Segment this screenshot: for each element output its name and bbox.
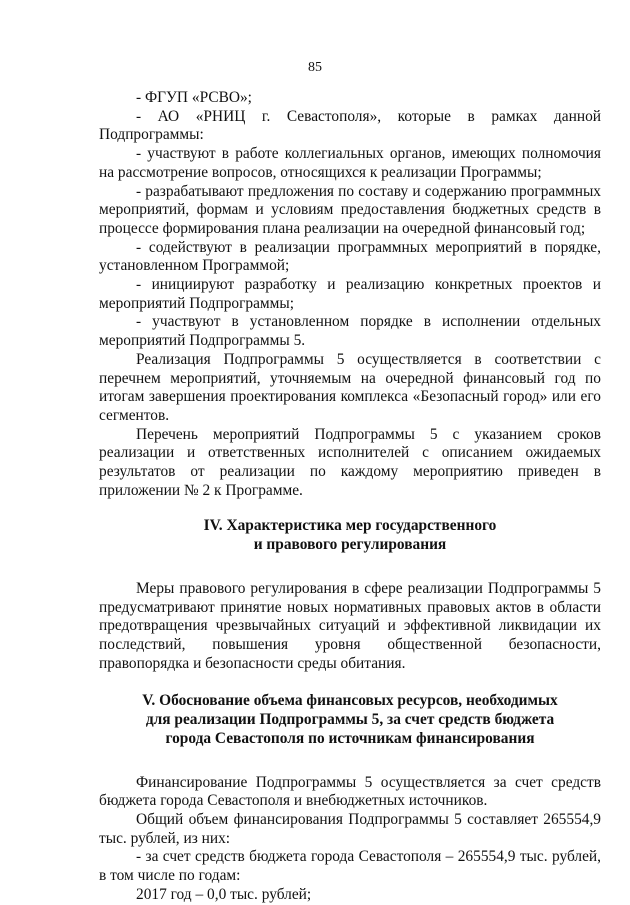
document-body	[99, 89, 601, 904]
paragraph-4: - разрабатывают предложения по составу и содержанию программных мероприятий, формам и условиям предоставления бюджетных средств в процессе формирования плана реализации на очередной финансовый год;	[99, 182, 601, 237]
paragraph-3: - участвуют в работе коллегиальных органов, имеющих полномочия на рассмотрение вопросов, относящихся к реализации Программы;	[99, 145, 601, 181]
page-number: 85	[308, 60, 322, 75]
spacer	[99, 673, 601, 692]
section-5-heading-line-3: города Севастополя по источникам финансирования	[165, 729, 535, 747]
spacer	[99, 555, 601, 580]
paragraph-5: - содействуют в реализации программных мероприятий в порядке, установленном Программой;	[99, 238, 601, 275]
paragraph-8: Реализация Подпрограммы 5 осуществляется в соответствии с перечнем мероприятий, уточняемым на очередной финансовый год по итогам завершения проектирования комплекса «Безопасный город» или его сегментов.	[99, 350, 601, 424]
section-4-body: Меры правового регулирования в сфере реализации Подпрограммы 5 предусматривают принятие новых нормативных правовых актов в области предотвращения чрезвычайных ситуаций и эффективной ликвидации их последствий, повышения уровня общественной безопасности, правопорядка и безопасности среды обитания.	[99, 579, 601, 672]
section-4-heading-line-2: и правового регулирования	[253, 536, 447, 554]
paragraph-2: - АО «РНИЦ г. Севастополя», которые в рамках данной Подпрограммы:	[99, 107, 601, 144]
paragraph-9: Перечень мероприятий Подпрограммы 5 с указанием сроков реализации и ответственных исполнителей с описанием ожидаемых результатов от реализации по каждому мероприятию приведен в приложении № 2 к Программе.	[99, 425, 601, 499]
spacer	[99, 500, 601, 517]
section-5-paragraph-1: Финансирование Подпрограммы 5 осуществляется за счет средств бюджета города Севастополя и внебюджетных источников.	[99, 773, 601, 810]
paragraph-7: - участвуют в установленном порядке в исполнении отдельных мероприятий Подпрограммы 5.	[99, 313, 601, 350]
spacer	[99, 749, 601, 774]
section-4-heading-line-1: IV. Характеристика мер государственного	[203, 517, 497, 535]
section-5-paragraph-2: Общий объем финансирования Подпрограммы 5 составляет 265554,9 тыс. рублей, из них:	[99, 810, 601, 847]
paragraph-6: - инициируют разработку и реализацию конкретных проектов и мероприятий Подпрограммы;	[99, 276, 601, 312]
section-5-heading-line-2: для реализации Подпрограммы 5, за счет средств бюджета	[145, 711, 555, 729]
section-5-heading-line-1: V. Обоснование объема финансовых ресурсов, необходимых	[142, 692, 558, 710]
section-5-paragraph-3: - за счет средств бюджета города Севастополя – 265554,9 тыс. рублей, в том числе по годам:	[99, 848, 601, 885]
section-5-paragraph-4: 2017 год – 0,0 тыс. рублей;	[136, 885, 312, 903]
paragraph-1: - ФГУП «РСВО»;	[136, 89, 252, 106]
